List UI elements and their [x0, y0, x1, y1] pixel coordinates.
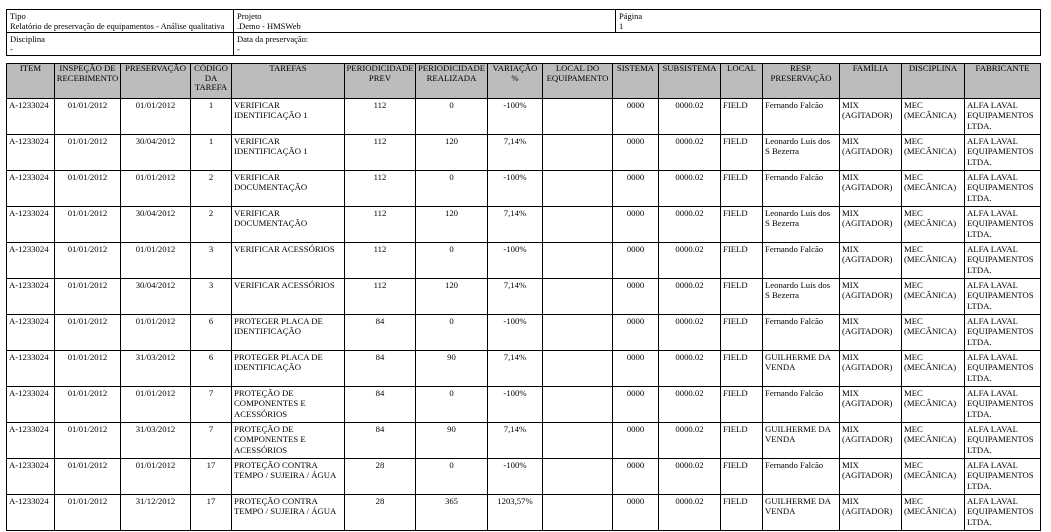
table-cell: MEC (MECÂNICA) — [902, 351, 965, 387]
table-cell: PROTEGER PLACA DE IDENTIFICAÇÃO — [232, 315, 345, 351]
table-cell: 01/01/2012 — [121, 315, 191, 351]
table-cell: A-1233024 — [7, 279, 55, 315]
table-cell: 0 — [416, 387, 488, 423]
disciplina-cell — [7, 33, 234, 56]
table-cell: 31/03/2012 — [121, 423, 191, 459]
column-header: PRESERVAÇÃO — [121, 64, 191, 99]
table-cell: 01/01/2012 — [55, 423, 121, 459]
table-cell: PROTEÇÃO CONTRA TEMPO / SUJEIRA / ÁGUA — [232, 495, 345, 531]
table-row — [7, 423, 1041, 459]
table-cell: 01/01/2012 — [55, 351, 121, 387]
table-cell: MIX (AGITADOR) — [840, 351, 902, 387]
table-cell: 01/01/2012 — [55, 207, 121, 243]
table-cell: A-1233024 — [7, 351, 55, 387]
table-row — [7, 135, 1041, 171]
table-cell: MIX (AGITADOR) — [840, 459, 902, 495]
table-cell: 0000.02 — [659, 459, 721, 495]
table-row — [7, 387, 1041, 423]
table-cell: 0000.02 — [659, 99, 721, 135]
column-header: PERIODICIDADE REALIZADA — [416, 64, 488, 99]
table-row — [7, 243, 1041, 279]
table-cell: A-1233024 — [7, 459, 55, 495]
table-cell: PROTEÇÃO CONTRA TEMPO / SUJEIRA / ÁGUA — [232, 459, 345, 495]
table-cell: 0000 — [613, 423, 659, 459]
table-cell: GUILHERME DA VENDA — [763, 423, 840, 459]
column-header: LOCAL — [721, 64, 763, 99]
table-cell: 0000.02 — [659, 279, 721, 315]
table-cell: VERIFICAR ACESSÓRIOS — [232, 243, 345, 279]
table-cell — [543, 171, 613, 207]
table-cell: 0000 — [613, 315, 659, 351]
table-cell: -100% — [488, 243, 543, 279]
table-cell: FIELD — [721, 459, 763, 495]
table-cell: VERIFICAR ACESSÓRIOS — [232, 279, 345, 315]
table-cell: FIELD — [721, 423, 763, 459]
table-cell: MEC (MECÂNICA) — [902, 423, 965, 459]
table-cell: GUILHERME DA VENDA — [763, 351, 840, 387]
table-cell — [543, 135, 613, 171]
table-cell: MIX (AGITADOR) — [840, 423, 902, 459]
table-cell: MEC (MECÂNICA) — [902, 135, 965, 171]
table-cell: FIELD — [721, 99, 763, 135]
column-header: TAREFAS — [232, 64, 345, 99]
table-cell: A-1233024 — [7, 495, 55, 531]
table-cell: 84 — [345, 387, 416, 423]
table-cell: A-1233024 — [7, 423, 55, 459]
table-cell: 0000.02 — [659, 351, 721, 387]
table-cell: PROTEGER PLACA DE IDENTIFICAÇÃO — [232, 351, 345, 387]
table-cell: 0000.02 — [659, 135, 721, 171]
table-cell: 7,14% — [488, 423, 543, 459]
table-cell: VERIFICAR DOCUMENTAÇÃO — [232, 171, 345, 207]
table-cell: MIX (AGITADOR) — [840, 135, 902, 171]
table-cell — [543, 207, 613, 243]
table-cell: 0000 — [613, 243, 659, 279]
table-cell: 01/01/2012 — [121, 387, 191, 423]
table-cell: 01/01/2012 — [55, 243, 121, 279]
table-cell: ALFA LAVAL EQUIPAMENTOS LTDA. — [965, 423, 1041, 459]
table-cell: ALFA LAVAL EQUIPAMENTOS LTDA. — [965, 459, 1041, 495]
table-cell: MIX (AGITADOR) — [840, 315, 902, 351]
table-cell: FIELD — [721, 243, 763, 279]
table-cell: Fernando Falcão — [763, 243, 840, 279]
table-cell: 7 — [191, 387, 232, 423]
table-cell: 01/01/2012 — [55, 387, 121, 423]
table-cell: Fernando Falcão — [763, 315, 840, 351]
table-cell: A-1233024 — [7, 315, 55, 351]
table-cell: A-1233024 — [7, 243, 55, 279]
table-cell: A-1233024 — [7, 387, 55, 423]
table-cell: 7,14% — [488, 351, 543, 387]
table-cell: MEC (MECÂNICA) — [902, 495, 965, 531]
table-cell: -100% — [488, 315, 543, 351]
table-cell: ALFA LAVAL EQUIPAMENTOS LTDA. — [965, 279, 1041, 315]
pagina-cell — [616, 10, 1041, 33]
table-cell: Leonardo Luis dos S Bezerra — [763, 279, 840, 315]
table-cell: 7,14% — [488, 279, 543, 315]
table-cell: 90 — [416, 351, 488, 387]
table-cell: MEC (MECÂNICA) — [902, 99, 965, 135]
preservation-table — [6, 63, 1041, 531]
column-header: SISTEMA — [613, 64, 659, 99]
table-cell: 01/01/2012 — [121, 171, 191, 207]
table-cell: 2 — [191, 207, 232, 243]
table-cell: Leonardo Luis dos S Bezerra — [763, 207, 840, 243]
table-cell — [543, 495, 613, 531]
table-cell: 30/04/2012 — [121, 279, 191, 315]
table-cell: ALFA LAVAL EQUIPAMENTOS LTDA. — [965, 99, 1041, 135]
table-cell — [543, 243, 613, 279]
column-header: DISCIPLINA — [902, 64, 965, 99]
table-cell: 0000 — [613, 351, 659, 387]
table-cell: 112 — [345, 279, 416, 315]
table-cell: 1203,57% — [488, 495, 543, 531]
table-cell: ALFA LAVAL EQUIPAMENTOS LTDA. — [965, 243, 1041, 279]
table-cell: 17 — [191, 459, 232, 495]
table-cell: Fernando Falcão — [763, 459, 840, 495]
table-cell: 120 — [416, 279, 488, 315]
table-cell: 120 — [416, 207, 488, 243]
table-row — [7, 279, 1041, 315]
table-cell: 0000 — [613, 99, 659, 135]
table-cell — [543, 315, 613, 351]
table-cell: PROTEÇÃO DE COMPONENTES E ACESSÓRIOS — [232, 387, 345, 423]
table-cell: 0 — [416, 315, 488, 351]
table-cell — [543, 423, 613, 459]
projeto-value: .Demo - HMSWeb — [237, 21, 301, 31]
table-cell: FIELD — [721, 351, 763, 387]
table-cell: 30/04/2012 — [121, 135, 191, 171]
table-cell: 01/01/2012 — [55, 279, 121, 315]
table-cell: 6 — [191, 351, 232, 387]
table-cell: MIX (AGITADOR) — [840, 243, 902, 279]
table-header-row — [7, 64, 1041, 99]
table-cell: 0000 — [613, 207, 659, 243]
column-header: LOCAL DO EQUIPAMENTO — [543, 64, 613, 99]
table-cell: 84 — [345, 423, 416, 459]
disciplina-value: - — [10, 44, 13, 54]
table-cell: ALFA LAVAL EQUIPAMENTOS LTDA. — [965, 315, 1041, 351]
pagina-label: Página — [619, 11, 643, 21]
table-cell: -100% — [488, 171, 543, 207]
table-cell: 120 — [416, 135, 488, 171]
table-cell: 84 — [345, 351, 416, 387]
table-cell: ALFA LAVAL EQUIPAMENTOS LTDA. — [965, 171, 1041, 207]
table-cell: A-1233024 — [7, 135, 55, 171]
table-cell: ALFA LAVAL EQUIPAMENTOS LTDA. — [965, 351, 1041, 387]
table-cell: GUILHERME DA VENDA — [763, 495, 840, 531]
table-cell: 17 — [191, 495, 232, 531]
table-row — [7, 351, 1041, 387]
table-cell: 112 — [345, 243, 416, 279]
table-cell: 0000.02 — [659, 495, 721, 531]
table-cell: Fernando Falcão — [763, 171, 840, 207]
table-cell: 112 — [345, 171, 416, 207]
tipo-label: Tipo — [10, 11, 26, 21]
table-cell: 01/01/2012 — [121, 99, 191, 135]
column-header: ITEM — [7, 64, 55, 99]
table-cell: 2 — [191, 171, 232, 207]
table-cell: MEC (MECÂNICA) — [902, 279, 965, 315]
table-cell: 31/03/2012 — [121, 351, 191, 387]
table-cell: 3 — [191, 279, 232, 315]
table-cell: MEC (MECÂNICA) — [902, 387, 965, 423]
table-row — [7, 171, 1041, 207]
table-cell: 0000 — [613, 387, 659, 423]
tipo-cell — [7, 10, 234, 33]
table-cell: ALFA LAVAL EQUIPAMENTOS LTDA. — [965, 387, 1041, 423]
table-cell: 1 — [191, 99, 232, 135]
table-cell: 0 — [416, 459, 488, 495]
table-cell — [543, 279, 613, 315]
table-cell: MEC (MECÂNICA) — [902, 243, 965, 279]
table-cell: MIX (AGITADOR) — [840, 171, 902, 207]
table-cell: ALFA LAVAL EQUIPAMENTOS LTDA. — [965, 495, 1041, 531]
table-cell: FIELD — [721, 171, 763, 207]
column-header: FABRICANTE — [965, 64, 1041, 99]
table-cell: 3 — [191, 243, 232, 279]
table-cell: 28 — [345, 459, 416, 495]
table-cell: 7,14% — [488, 207, 543, 243]
column-header: RESP. PRESERVAÇÃO — [763, 64, 840, 99]
table-cell: 0000.02 — [659, 315, 721, 351]
table-cell: 7 — [191, 423, 232, 459]
table-cell: 01/01/2012 — [55, 99, 121, 135]
table-cell: FIELD — [721, 135, 763, 171]
table-cell: 01/01/2012 — [55, 315, 121, 351]
table-cell: VERIFICAR DOCUMENTAÇÃO — [232, 207, 345, 243]
table-cell: Fernando Falcão — [763, 99, 840, 135]
table-cell: 0000 — [613, 279, 659, 315]
table-cell — [543, 459, 613, 495]
table-cell: 112 — [345, 207, 416, 243]
column-header: VARIAÇÃO % — [488, 64, 543, 99]
table-cell: 01/01/2012 — [55, 495, 121, 531]
table-cell: 0000 — [613, 459, 659, 495]
table-cell: 01/01/2012 — [121, 243, 191, 279]
table-cell: 90 — [416, 423, 488, 459]
table-cell — [543, 387, 613, 423]
table-cell: 84 — [345, 315, 416, 351]
table-cell: -100% — [488, 387, 543, 423]
table-cell: 01/01/2012 — [55, 171, 121, 207]
data-preservacao-value: - — [237, 44, 240, 54]
table-cell: PROTEÇÃO DE COMPONENTES E ACESSÓRIOS — [232, 423, 345, 459]
table-cell: 0000.02 — [659, 171, 721, 207]
table-cell: 0000.02 — [659, 207, 721, 243]
table-cell: 0000 — [613, 135, 659, 171]
column-header: FAMÍLIA — [840, 64, 902, 99]
table-cell: 0000 — [613, 171, 659, 207]
table-row — [7, 459, 1041, 495]
table-cell: 112 — [345, 99, 416, 135]
tipo-value: Relatório de preservação de equipamentos - Análise qualitativa — [10, 21, 225, 31]
projeto-cell — [234, 10, 616, 33]
table-row — [7, 315, 1041, 351]
table-cell: 1 — [191, 135, 232, 171]
table-cell: A-1233024 — [7, 99, 55, 135]
table-cell: 0000.02 — [659, 423, 721, 459]
table-cell: MIX (AGITADOR) — [840, 387, 902, 423]
table-cell: 0 — [416, 243, 488, 279]
column-header: CÓDIGO DA TAREFA — [191, 64, 232, 99]
table-cell: 01/01/2012 — [121, 459, 191, 495]
table-row — [7, 207, 1041, 243]
table-cell: ALFA LAVAL EQUIPAMENTOS LTDA. — [965, 207, 1041, 243]
table-cell: 0000 — [613, 495, 659, 531]
table-cell: 01/01/2012 — [55, 459, 121, 495]
table-cell: A-1233024 — [7, 171, 55, 207]
data-preservacao-label: Data da preservação: — [237, 34, 309, 44]
table-cell: 0 — [416, 99, 488, 135]
column-header: INSPEÇÃO DE RECEBIMENTO — [55, 64, 121, 99]
pagina-value: 1 — [619, 21, 624, 31]
table-cell: MIX (AGITADOR) — [840, 99, 902, 135]
table-cell: MEC (MECÂNICA) — [902, 171, 965, 207]
table-cell: 01/01/2012 — [55, 135, 121, 171]
data-preservacao-cell — [234, 33, 1041, 56]
table-cell: MEC (MECÂNICA) — [902, 315, 965, 351]
table-cell: 28 — [345, 495, 416, 531]
projeto-label: Projeto — [237, 11, 262, 21]
table-cell — [543, 99, 613, 135]
table-cell: MIX (AGITADOR) — [840, 279, 902, 315]
table-cell: 365 — [416, 495, 488, 531]
table-cell: -100% — [488, 459, 543, 495]
table-cell: 30/04/2012 — [121, 207, 191, 243]
table-cell: MEC (MECÂNICA) — [902, 459, 965, 495]
table-cell: 0 — [416, 171, 488, 207]
table-cell: MIX (AGITADOR) — [840, 207, 902, 243]
table-cell: 6 — [191, 315, 232, 351]
table-cell: FIELD — [721, 207, 763, 243]
report-header — [6, 9, 1041, 56]
table-cell: 112 — [345, 135, 416, 171]
table-cell — [543, 351, 613, 387]
table-cell: A-1233024 — [7, 207, 55, 243]
table-cell: Leonardo Luis dos S Bezerra — [763, 135, 840, 171]
table-cell: Fernando Falcão — [763, 387, 840, 423]
table-cell: 31/12/2012 — [121, 495, 191, 531]
column-header: PERIODICIDADE PREV — [345, 64, 416, 99]
table-cell: 0000.02 — [659, 243, 721, 279]
disciplina-label: Disciplina — [10, 34, 45, 44]
table-row — [7, 99, 1041, 135]
table-cell: VERIFICAR IDENTIFICAÇÃO 1 — [232, 135, 345, 171]
table-cell: -100% — [488, 99, 543, 135]
table-cell: FIELD — [721, 279, 763, 315]
table-cell: FIELD — [721, 387, 763, 423]
table-cell: MIX (AGITADOR) — [840, 495, 902, 531]
column-header: SUBSISTEMA — [659, 64, 721, 99]
table-cell: ALFA LAVAL EQUIPAMENTOS LTDA. — [965, 135, 1041, 171]
table-row — [7, 495, 1041, 531]
table-cell: 0000.02 — [659, 387, 721, 423]
table-cell: FIELD — [721, 495, 763, 531]
table-cell: FIELD — [721, 315, 763, 351]
table-cell: 7,14% — [488, 135, 543, 171]
table-body — [7, 99, 1041, 531]
table-cell: VERIFICAR IDENTIFICAÇÃO 1 — [232, 99, 345, 135]
table-cell: MEC (MECÂNICA) — [902, 207, 965, 243]
